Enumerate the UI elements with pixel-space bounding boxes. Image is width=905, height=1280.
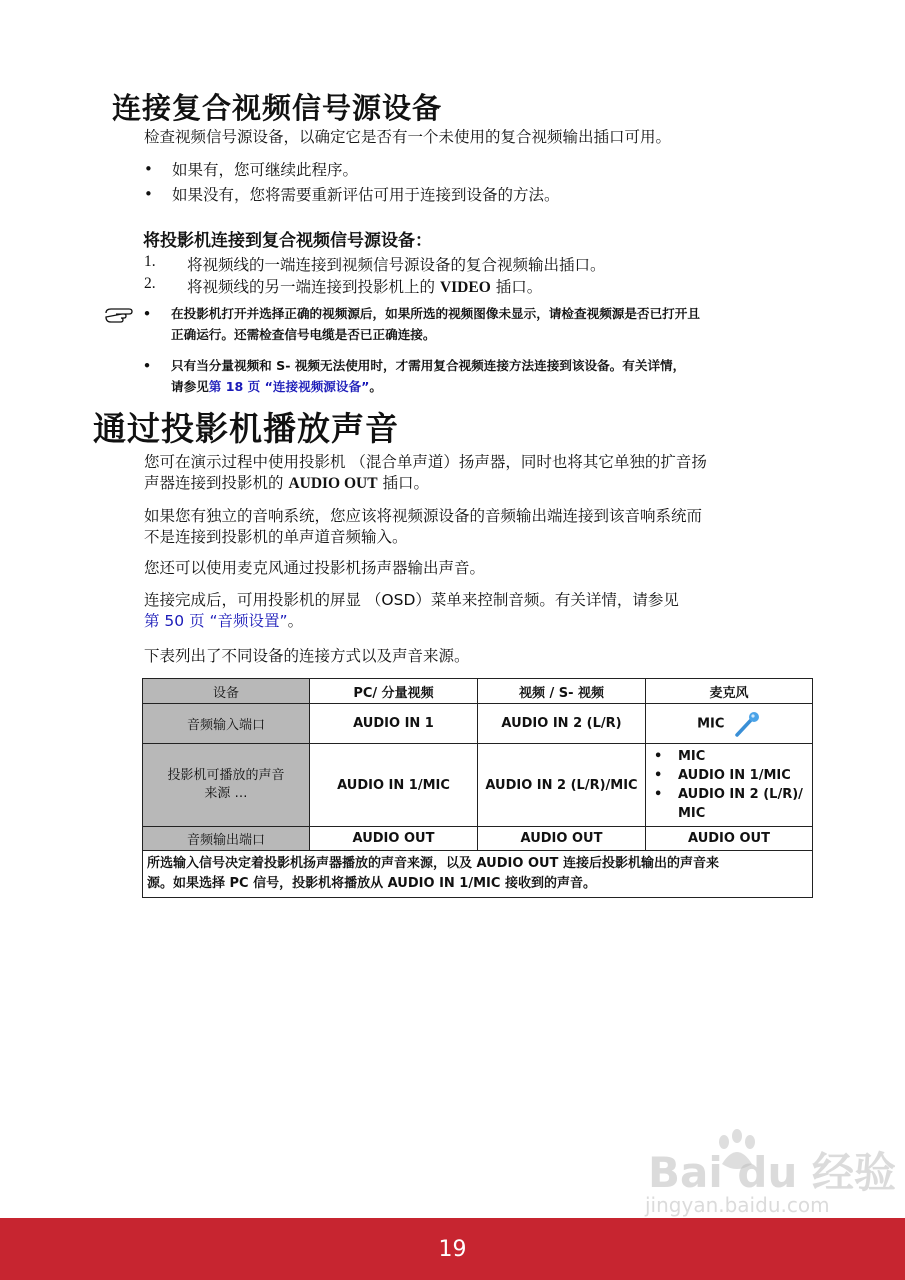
table-cell: AUDIO IN 2 (L/R) bbox=[478, 704, 646, 744]
paragraph: 您还可以使用麦克风通过投影机扬声器输出声音。 bbox=[144, 559, 486, 577]
paragraph: 连接完成后，可用投影机的屏显 （OSD）菜单来控制音频。有关详情，请参见 第 50 页 “音频设置”。 bbox=[144, 591, 679, 630]
page-number: 19 bbox=[438, 1237, 467, 1262]
list-item: • AUDIO IN 1/MIC bbox=[650, 766, 808, 785]
note-text: 只有当分量视频和 S- 视频无法使用时，才需用复合视频连接方法连接到该设备。有关详情， 请参见第 18 页 “连接视频源设备”。 bbox=[171, 358, 686, 394]
link-connect-video[interactable]: 第 18 页 “连接视频源设备” bbox=[208, 379, 370, 394]
note-bullet: • bbox=[143, 358, 152, 373]
table-header: 视频 / S- 视频 bbox=[478, 679, 646, 704]
paragraph: 如果您有独立的音响系统，您应该将视频源设备的音频输出端连接到该音响系统而 不是连接到投影机的单声道音频输入。 bbox=[144, 507, 703, 546]
table-header: 设备 bbox=[143, 679, 310, 704]
bullet-dot: • bbox=[144, 160, 153, 178]
table-header: PC/ 分量视频 bbox=[310, 679, 478, 704]
list-item-continuation: MIC bbox=[678, 806, 706, 821]
list-item: • AUDIO IN 2 (L/R)/ bbox=[650, 785, 808, 804]
row-label: 音频输入端口 bbox=[143, 704, 310, 744]
table-header: 麦克风 bbox=[646, 679, 813, 704]
step-number: 2. bbox=[144, 275, 156, 292]
row-label: 投影机可播放的声音 来源 … bbox=[143, 744, 310, 827]
table-row bbox=[143, 744, 813, 827]
bullet-dot: • bbox=[144, 185, 153, 203]
section-title-audio: 通过投影机播放声音 bbox=[93, 409, 399, 448]
bullet-item: 如果没有，您将需要重新评估可用于连接到设备的方法。 bbox=[172, 186, 560, 204]
watermark-url: jingyan.baidu.com bbox=[645, 1193, 830, 1217]
watermark-brand: Bai du 经验 bbox=[648, 1148, 896, 1197]
row-label: 音频输出端口 bbox=[143, 827, 310, 851]
table-cell bbox=[646, 744, 813, 827]
step-text: 将视频线的一端连接到视频信号源设备的复合视频输出插口。 bbox=[187, 256, 606, 274]
table-cell: AUDIO OUT bbox=[310, 827, 478, 851]
table-header-row bbox=[143, 679, 813, 704]
note-text: 在投影机打开并选择正确的视频源后，如果所选的视频图像未显示，请检查视频源是否已打开且 正确运行。还需检查信号电缆是否已正确连接。 bbox=[171, 306, 700, 342]
table-cell: AUDIO OUT bbox=[646, 827, 813, 851]
table-footnote-row bbox=[143, 851, 813, 898]
table-cell: AUDIO IN 1 bbox=[310, 704, 478, 744]
paragraph: 您可在演示过程中使用投影机 （混合单声道）扬声器，同时也将其它单独的扩音扬 声器连接到投影机的 AUDIO OUT 插口。 bbox=[144, 453, 707, 492]
table-cell: MIC bbox=[646, 704, 813, 744]
paragraph: 下表列出了不同设备的连接方式以及声音来源。 bbox=[144, 647, 470, 665]
table-cell: AUDIO IN 1/MIC bbox=[310, 744, 478, 827]
note-hand-icon bbox=[104, 305, 138, 323]
table-footnote: 所选输入信号决定着投影机扬声器播放的声音来源，以及 AUDIO OUT 连接后投影机输出的声音来 源。如果选择 PC 信号，投影机将播放从 AUDIO IN 1/MIC 接收到的声音。 bbox=[143, 851, 813, 898]
intro-text: 检查视频信号源设备，以确定它是否有一个未使用的复合视频输出插口可用。 bbox=[144, 128, 672, 146]
connection-table bbox=[142, 678, 813, 898]
table-cell: AUDIO OUT bbox=[478, 827, 646, 851]
step-number: 1. bbox=[144, 253, 156, 270]
link-audio-settings[interactable]: 第 50 页 “音频设置” bbox=[144, 612, 288, 630]
table-cell: AUDIO IN 2 (L/R)/MIC bbox=[478, 744, 646, 827]
note-bullet: • bbox=[143, 306, 152, 321]
table-row bbox=[143, 827, 813, 851]
list-item: • MIC bbox=[650, 747, 808, 766]
section-title-composite: 连接复合视频信号源设备 bbox=[112, 91, 443, 125]
step-text: 将视频线的另一端连接到投影机上的 VIDEO 插口。 bbox=[187, 278, 543, 296]
bullet-item: 如果有，您可继续此程序。 bbox=[172, 161, 359, 179]
microphone-icon bbox=[733, 711, 761, 737]
table-row bbox=[143, 704, 813, 744]
subsection-title: 将投影机连接到复合视频信号源设备： bbox=[143, 231, 432, 251]
